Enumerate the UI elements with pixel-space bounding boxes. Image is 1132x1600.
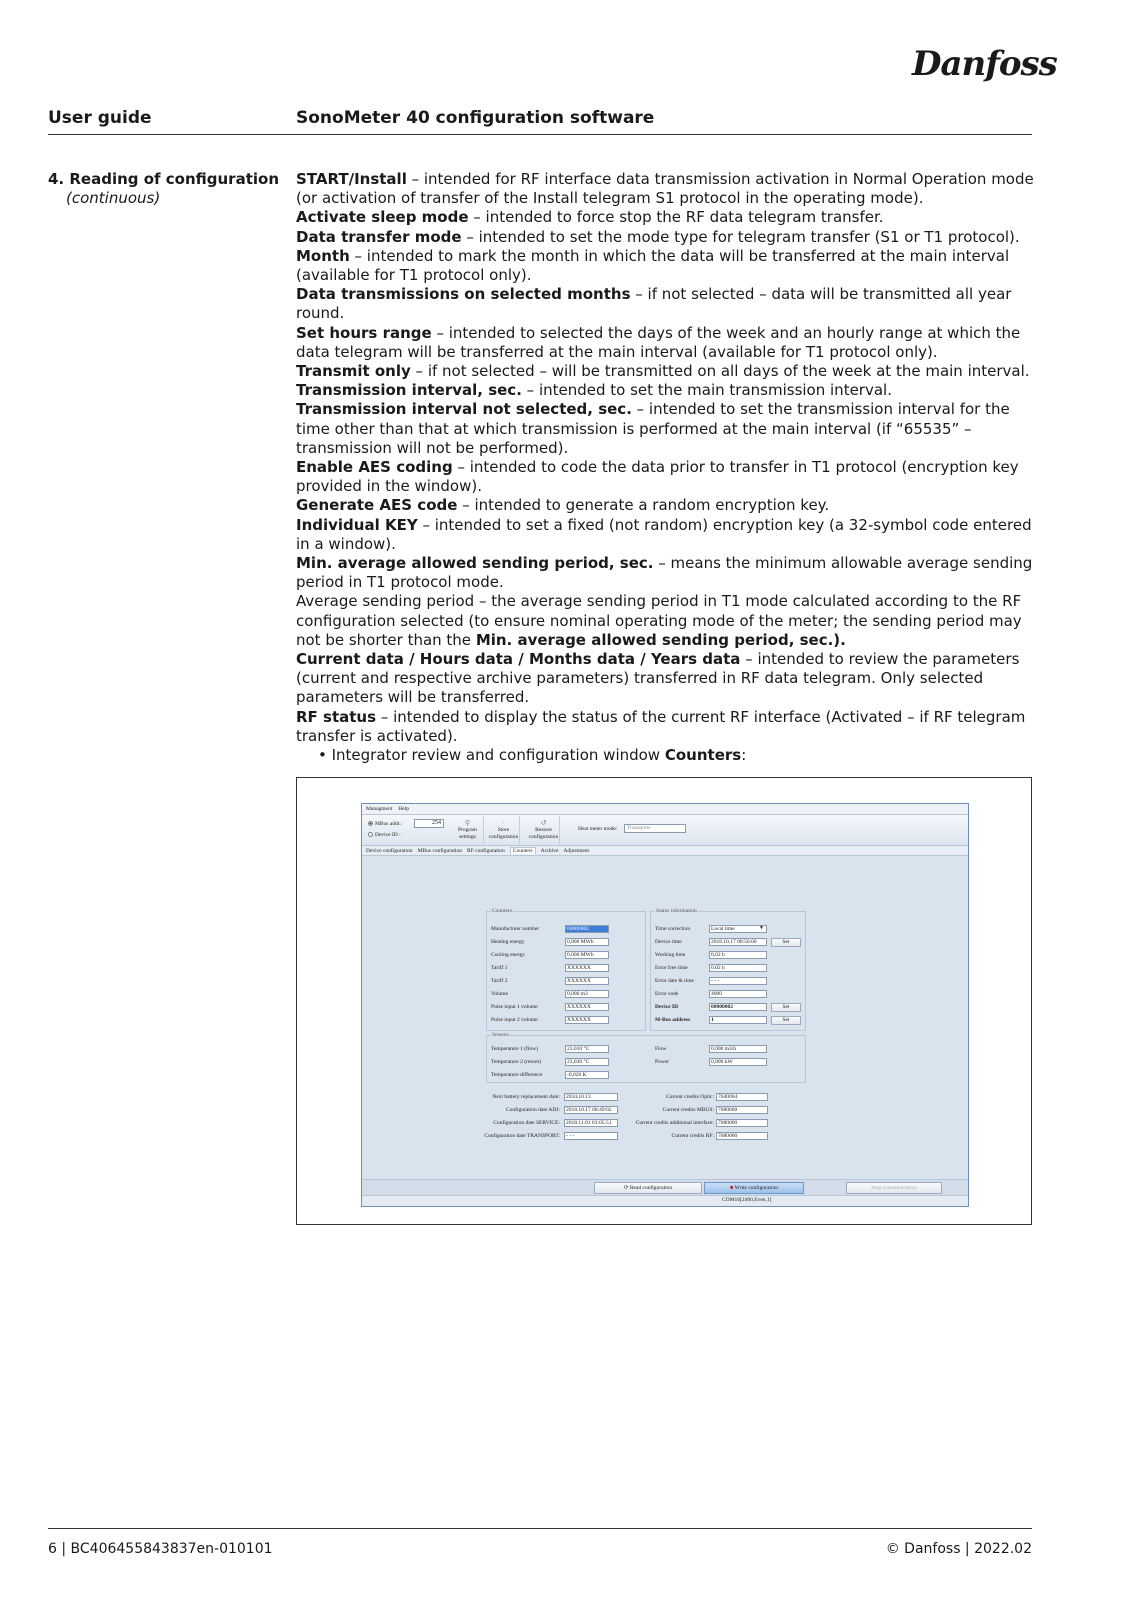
heating-energy-field: 0,000 MWh: [565, 938, 609, 946]
status-label: Time correction: [655, 926, 691, 932]
restore-configuration-button[interactable]: ↺ Restore configuration: [528, 816, 560, 844]
stop-communication-button[interactable]: Stop communication: [846, 1182, 942, 1194]
counter-label: Tariff 1: [491, 965, 508, 971]
paragraph: Data transfer mode – intended to set the mode type for telegram transfer (S1 or T1 protocol).: [296, 227, 1020, 246]
status-label: Device ID: [655, 1004, 679, 1010]
paragraph: Data transmissions on selected months – if not selected – data will be transmitted all year round.: [296, 285, 1012, 323]
store-configuration-button[interactable]: · Store configuration: [488, 816, 520, 844]
counter-label: Pulse input 2 volume: [491, 1017, 538, 1023]
counters-panel-title: Counters: [492, 908, 512, 914]
config-date-transport-field: - - -: [564, 1132, 618, 1140]
credits-mbus-field: 7680000: [716, 1106, 768, 1114]
read-icon: ⟳: [623, 1185, 629, 1191]
menu-managment[interactable]: Managment: [366, 806, 393, 812]
status-information-panel: [650, 908, 806, 1031]
credits-optic-field: 7640064: [716, 1093, 768, 1101]
sensors-panel: [486, 1032, 806, 1083]
error-code-field: 4000: [709, 990, 767, 998]
program-settings-button[interactable]: ⚲ Program settings: [452, 816, 484, 844]
tab-rf-configuration[interactable]: RF configuration: [467, 847, 505, 854]
sensor-label: Temperature 2 (return): [491, 1059, 542, 1065]
tariff-2-field: XXXXXX: [565, 977, 609, 985]
radio-selected-icon: [368, 821, 373, 826]
tab-archive[interactable]: Archive: [540, 847, 559, 854]
menu-bar: [362, 804, 968, 815]
counter-label: Volume: [491, 991, 509, 997]
tariff-1-field: XXXXXX: [565, 964, 609, 972]
set-device-id-button[interactable]: Set: [771, 1003, 801, 1012]
paragraph: RF status – intended to display the status of the current RF interface (Activated – if RF telegram transfer is activated).: [296, 707, 1026, 745]
ribbon-toolbar: [362, 815, 968, 846]
paragraph: Current data / Hours data / Months data / Years data – intended to review the parameters (current and respective archive parameters) transferred in RF data telegram. Only selected parameters will be transferred.: [296, 650, 1020, 707]
credits-rf-field: 7680000: [716, 1132, 768, 1140]
status-label: Error code: [655, 991, 679, 997]
device-id-field[interactable]: 00000002: [709, 1003, 767, 1011]
credits-label: Current credits additional interface:: [635, 1120, 714, 1126]
footer-copyright: © Danfoss | 2022.02: [885, 1541, 1032, 1557]
mbus-addr-radio[interactable]: MBus addr.:: [368, 818, 402, 829]
flow-field: 0,000 m3/h: [709, 1045, 767, 1053]
status-label: Error free time: [655, 965, 688, 971]
action-bar: [362, 1179, 968, 1196]
temperature-difference-field: -0,020 K: [565, 1071, 609, 1079]
credits-label: Current credits MBUS:: [662, 1107, 714, 1113]
restore-icon: ↺: [540, 819, 547, 827]
tab-counters[interactable]: Counters: [510, 847, 536, 854]
next-battery-date-field: 2034.10.13: [564, 1093, 618, 1101]
config-date-service-field: 2018.11.01 03:05:51: [564, 1119, 618, 1127]
paragraph: Transmission interval, sec. – intended to set the main transmission interval.: [296, 381, 892, 400]
paragraph: Individual KEY – intended to set a fixed (not random) encryption key (a 32-symbol code entered in a window).: [296, 515, 1032, 553]
volume-field: 0,000 m3: [565, 990, 609, 998]
counter-label: Manufacturer number: [491, 926, 540, 932]
header-doc-title: SonoMeter 40 configuration software: [296, 108, 655, 128]
time-correction-select[interactable]: Local time ▼: [709, 925, 767, 933]
heat-meter-mode-field: Transporte: [624, 824, 686, 833]
section-title: 4. Reading of configuration: [48, 170, 279, 188]
paragraph: Generate AES code – intended to generate a random encryption key.: [296, 496, 830, 515]
mbus-addr-input[interactable]: 254: [414, 819, 444, 828]
set-mbus-address-button[interactable]: Set: [771, 1016, 801, 1025]
sensor-label: Temperature 1 (flow): [491, 1046, 538, 1052]
config-date-adj-field: 2018.10.17 08:49:02: [564, 1106, 618, 1114]
power-field: 0,000 kW: [709, 1058, 767, 1066]
tab-adjustment[interactable]: Adjustment: [563, 847, 590, 854]
credits-additional-field: 7680000: [716, 1119, 768, 1127]
counter-label: Tariff 2: [491, 978, 508, 984]
write-icon: ■: [730, 1185, 734, 1191]
mbus-address-field[interactable]: 1: [709, 1016, 767, 1024]
footer-doc-code: 6 | BC406455843837en-010101: [48, 1541, 273, 1557]
read-configuration-button[interactable]: ⟳ Read configuration: [594, 1182, 702, 1194]
status-panel-title: Status information: [656, 908, 697, 914]
error-date-time-field: - - -: [709, 977, 767, 985]
tab-mbus-configuration[interactable]: MBus configuration: [417, 847, 463, 854]
sensors-panel-title: Sensors: [492, 1032, 510, 1038]
radio-unselected-icon: [368, 832, 373, 837]
chevron-down-icon: ▼: [759, 926, 764, 931]
bullet-item: • Integrator review and configuration window Counters:: [318, 746, 747, 764]
date-label: Next battery replacement date:: [492, 1094, 560, 1100]
date-label: Configuration date ADJ:: [505, 1107, 560, 1113]
address-radio-group: [368, 818, 402, 840]
tab-bar: [362, 846, 968, 856]
date-label: Configuration date TRANSPORT:: [484, 1133, 560, 1139]
write-configuration-button[interactable]: ■ Write configuration: [704, 1182, 804, 1194]
menu-help[interactable]: Help: [398, 806, 409, 812]
paragraph: Min. average allowed sending period, sec. – means the minimum allowable average sending period in T1 protocol mode.: [296, 554, 1033, 592]
counters-panel: [486, 908, 646, 1031]
cooling-energy-field: 0,000 MWh: [565, 951, 609, 959]
wrench-icon: ⚲: [464, 819, 471, 827]
temperature-1-field: 23,010 °C: [565, 1045, 609, 1053]
working-time-field: 0,02 h: [709, 951, 767, 959]
heat-meter-mode-label: Heat meter mode:: [578, 826, 618, 832]
credits-label: Current credits RF:: [671, 1133, 714, 1139]
paragraph: START/Install – intended for RF interface data transmission activation in Normal Operation mode (or activation of transfer of the Install telegram S1 protocol in the operating mode).: [296, 170, 1034, 208]
paragraph: Enable AES coding – intended to code the data prior to transfer in T1 protocol (encryption key provided in the window).: [296, 458, 1019, 496]
paragraph: Set hours range – intended to selected the days of the week and an hourly range at which the data telegram will be transferred at the main interval (available for T1 protocol only).: [296, 323, 1021, 361]
paragraph: Month – intended to mark the month in which the data will be transferred at the main interval (available for T1 protocol only).: [296, 246, 1010, 285]
set-device-time-button[interactable]: Set: [771, 938, 801, 947]
tab-device-configuration[interactable]: Device configuration: [366, 847, 413, 854]
sensor-label: Temperature difference: [491, 1072, 543, 1078]
pulse-input-2-field: XXXXXX: [565, 1016, 609, 1024]
paragraph: Transmission interval not selected, sec. – intended to set the transmission interval for the time other than that at which transmission is performed at the main interval (if “65535” – transmission will not be performed).: [296, 400, 1010, 457]
counter-label: Pulse input 1 volume: [491, 1004, 538, 1010]
section-subtitle: (continuous): [66, 189, 161, 207]
status-label: M-Bus address: [655, 1017, 691, 1023]
sensor-label: Flow: [655, 1046, 667, 1052]
port-status: COM16[2400,Even,1]: [722, 1197, 772, 1203]
sensor-label: Power: [655, 1059, 670, 1065]
header-doc-type: User guide: [48, 108, 152, 128]
temperature-2-field: 23,030 °C: [565, 1058, 609, 1066]
status-label: Working time: [655, 952, 686, 958]
screenshot-figure: [296, 777, 1032, 1225]
body-text: [296, 170, 1034, 746]
store-icon: ·: [502, 819, 505, 827]
header-rule: [48, 134, 1032, 135]
status-bar: [362, 1195, 968, 1206]
paragraph: Transmit only – if not selected – will be transmitted on all days of the week at the main interval.: [296, 362, 1030, 381]
error-free-time-field: 0,02 h: [709, 964, 767, 972]
status-label: Error date & time: [655, 978, 694, 984]
paragraph: Average sending period – the average sending period in T1 mode calculated according to the RF configuration selected (to ensure nominal operating mode of the meter; the sending period may not be shorter than the Min. average allowed sending period, sec.).: [296, 592, 1022, 649]
counter-label: Heating energy: [491, 939, 525, 945]
pulse-input-1-field: XXXXXX: [565, 1003, 609, 1011]
status-label: Device time: [655, 939, 682, 945]
counter-label: Cooling energy: [491, 952, 525, 958]
footer-rule: [48, 1528, 1032, 1529]
paragraph: Activate sleep mode – intended to force stop the RF data telegram transfer.: [296, 208, 884, 227]
credits-label: Current credits Optic:: [666, 1094, 714, 1100]
danfoss-logo: Danfoss: [912, 44, 1057, 84]
app-window: [361, 803, 969, 1207]
device-id-radio[interactable]: Device ID :: [368, 829, 402, 840]
device-time-field[interactable]: 2018.10.17 08:50:00: [709, 938, 767, 946]
manufacturer-number-field[interactable]: 00000002: [565, 925, 609, 933]
date-label: Configuration date SERVICE:: [493, 1120, 560, 1126]
